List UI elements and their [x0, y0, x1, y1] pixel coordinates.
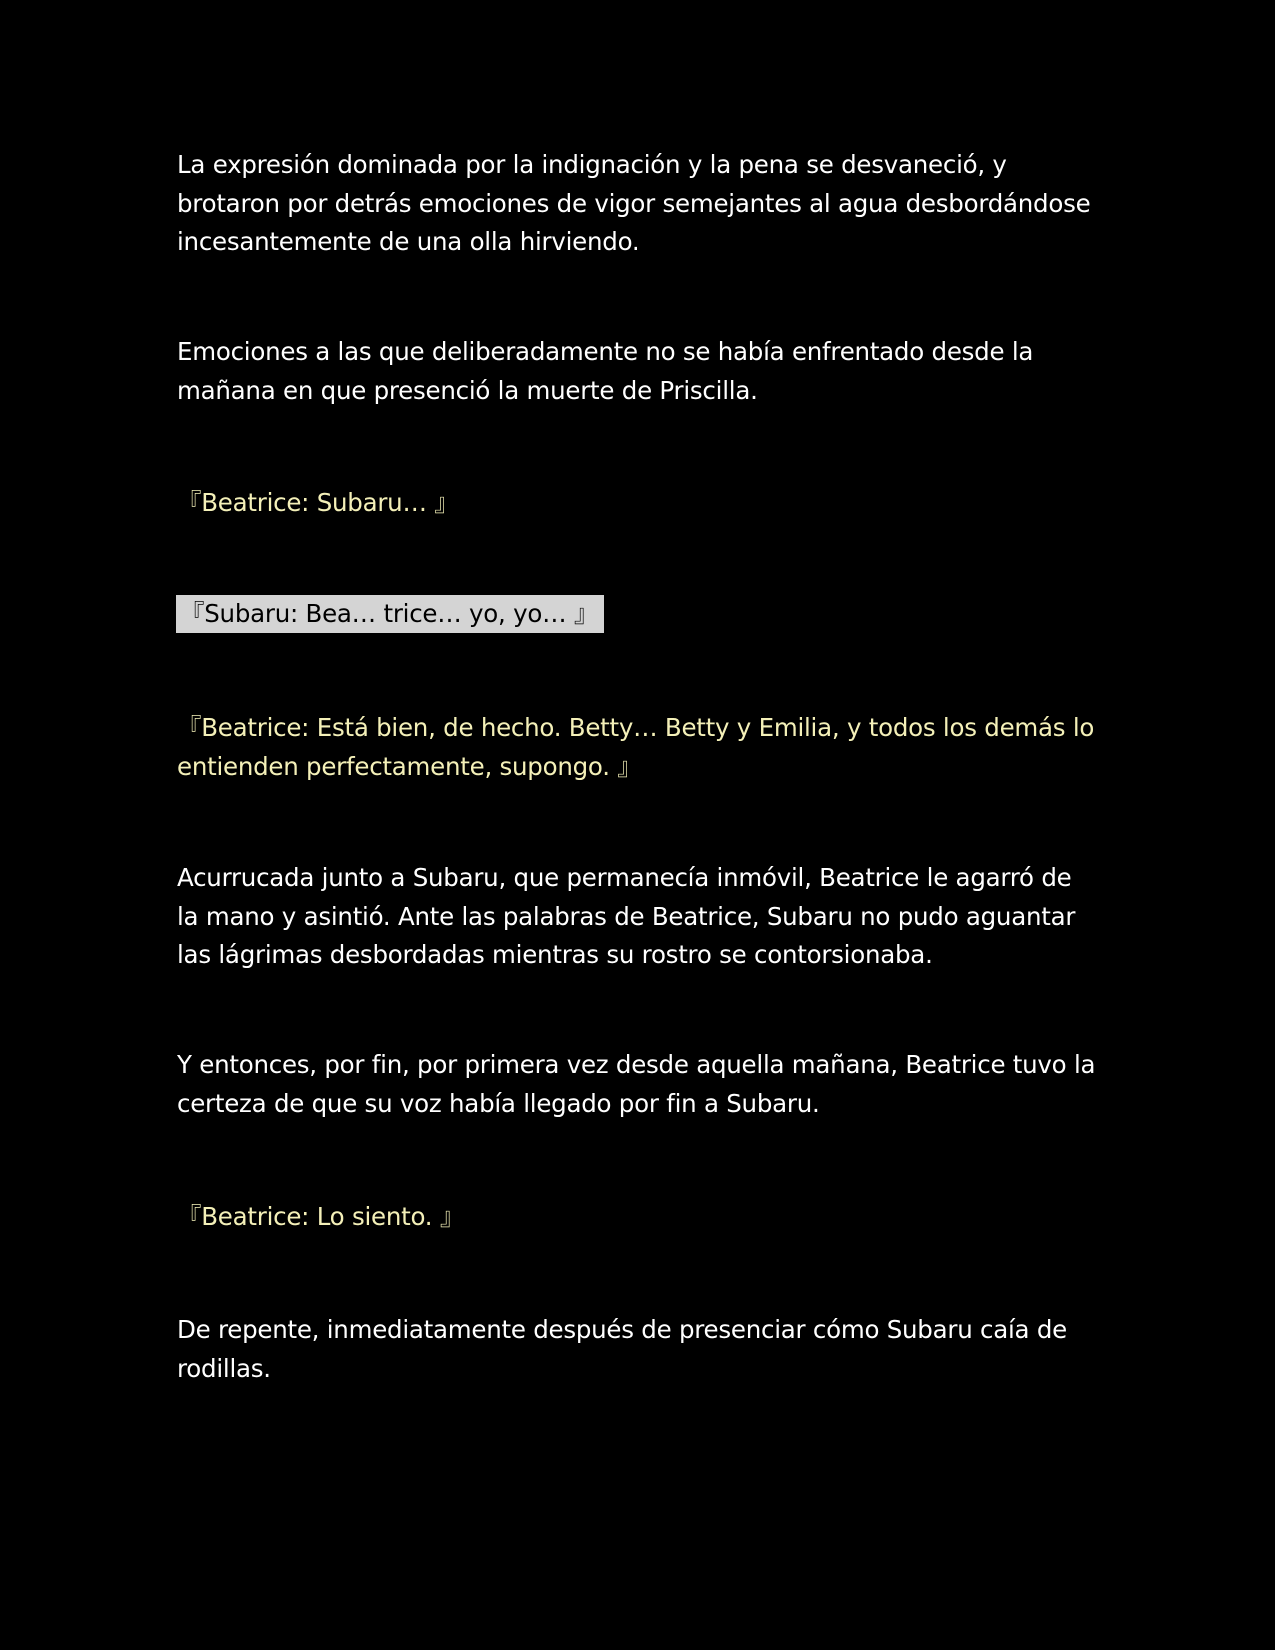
narration-paragraph: Y entonces, por fin, por primera vez desde aquella mañana, Beatrice tuvo la certeza de que su voz había llegado por fin a Subaru. [177, 1050, 1096, 1118]
narration-paragraph: Emociones a las que deliberadamente no se había enfrentado desde la mañana en que presenció la muerte de Priscilla. [177, 337, 1034, 405]
dialogue-line-subaru-highlighted: 『Subaru: Bea… trice… yo, yo… 』 [176, 595, 604, 633]
dialogue-line-beatrice: 『Beatrice: Subaru… 』 [177, 488, 459, 517]
dialogue-line-beatrice: 『Beatrice: Está bien, de hecho. Betty… Betty y Emilia, y todos los demás lo entienden perfectamente, supongo. 』 [177, 713, 1095, 781]
dialogue-line-subaru-wrapper [177, 595, 1097, 634]
dialogue-line-beatrice: 『Beatrice: Lo siento. 』 [177, 1202, 465, 1231]
narration-paragraph: La expresión dominada por la indignación y la pena se desvaneció, y brotaron por detrás emociones de vigor semejantes al agua desbordándose incesantemente de una olla hirviendo. [177, 150, 1091, 256]
narration-paragraph: De repente, inmediatamente después de presenciar cómo Subaru caía de rodillas. [177, 1315, 1067, 1383]
narration-paragraph: Acurrucada junto a Subaru, que permanecía inmóvil, Beatrice le agarró de la mano y asintió. Ante las palabras de Beatrice, Subaru no pudo aguantar las lágrimas desbordadas mientras su rostro se contorsionaba. [177, 863, 1076, 969]
